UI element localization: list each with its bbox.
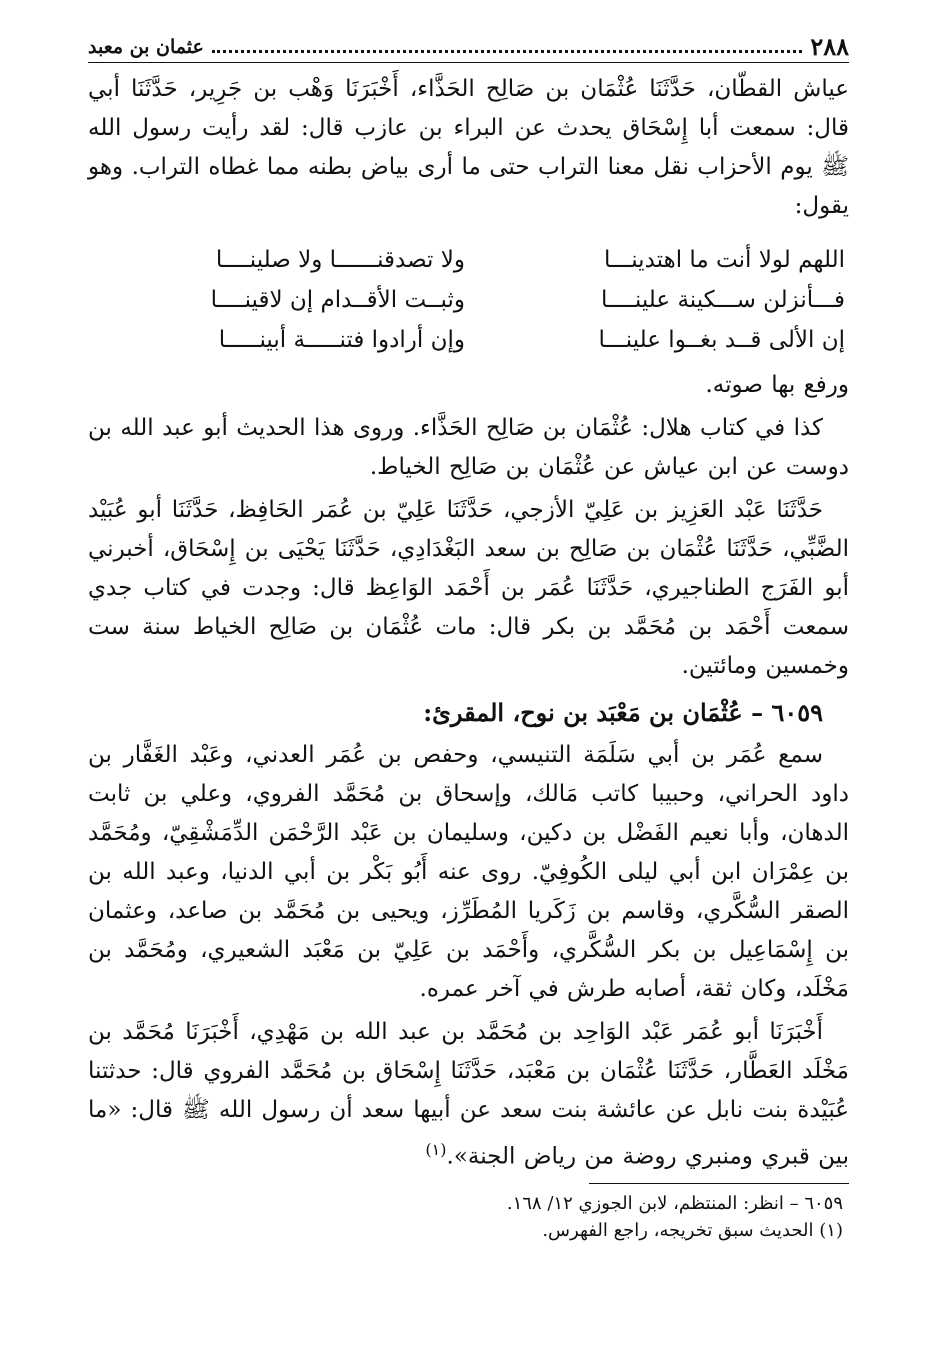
- poem-verse: [88, 320, 849, 360]
- verse-second-hemistich: وإن أرادوا فتنـــــة أبينـــــا: [218, 327, 465, 353]
- hadith-2-text: أَخْبَرَنَا أبو عُمَر عَبْد الوَاحِد بن مُحَمَّد بن عبد الله بن مَهْدِي، أَخْبَرَنَا مُحَمَّد بن مَخْلَد العَطَّار، حَدَّثَنَا عُثْمَان بن مَعْبَد، حَدَّثَنَا إِسْحَاق بن مُحَمَّد الفروي قال: حدثتنا عُبَيْدة بنت نابل عن عائشة بنت سعد عن أبيها سعد أن رسول الله ﷺ قال: «ما بين قبري ومنبري روضة من رياض الجنة»: [88, 1019, 849, 1170]
- paragraph-hadith-2: أَخْبَرَنَا أبو عُمَر عَبْد الوَاحِد بن مُحَمَّد بن عبد الله بن مَهْدِي، أَخْبَرَنَا مُحَمَّد بن مَخْلَد العَطَّار، حَدَّثَنَا عُثْمَان بن مَعْبَد، حَدَّثَنَا إِسْحَاق بن مُحَمَّد الفروي قال: حدثتنا عُبَيْدة بنت نابل عن عائشة بنت سعد عن أبيها سعد أن رسول الله ﷺ قال: «ما بين قبري ومنبري روضة من رياض الجنة».$^{(١)}$: [88, 1019, 849, 1170]
- verse-first-hemistich: اللهم لولا أنت ما اهتدينـــا: [604, 247, 845, 273]
- paragraph-hilal-note: كذا في كتاب هلال: عُثْمَان بن صَالِح الحَذَّاء. وروى هذا الحديث أبو عبد الله بن دوست عن ابن عياش عن عُثْمَان بن صَالِح الخياط.: [88, 415, 849, 480]
- footnotes: [88, 1190, 849, 1244]
- verse-first-hemistich: فـــأنزلن ســـكينة علينــــا: [600, 287, 845, 313]
- header-dotted-leader: [212, 50, 803, 53]
- page-header: [88, 28, 849, 63]
- footnote-1: (١) الحديث سبق تخريجه، راجع الفهرس.: [542, 1219, 843, 1241]
- footnote-divider: [589, 1183, 849, 1184]
- verse-second-hemistich: ولا تصدقنــــــا ولا صلينــــا: [215, 247, 465, 273]
- paragraph-narrators: سمع عُمَر بن أبي سَلَمَة التنيسي، وحفص بن عُمَر العدني، وعَبْد الغَفَّار بن داود الحراني، وحبيبا كاتب مَالك، وإسحاق بن مُحَمَّد الفروي، وعلي بن ثابت الدهان، وأبا نعيم الفَضْل بن دكين، وسليمان بن عَبْد الرَّحْمَن الدِّمَشْقِيّ، ومُحَمَّد بن عِمْرَان ابن أبي ليلى الكُوفِيّ. روى عنه أَبُو بَكْر بن أبي الدنيا، وعبد الله بن الصقر السُّكَّري، وقاسم بن زَكَريا المُطَرِّز، ويحيى بن مُحَمَّد بن صاعد، وعثمان بن إِسْمَاعِيل بن بكر السُّكَّري، وأَحْمَد بن عَلِيّ بن مَعْبَد الشعيري، ومُحَمَّد بن مَخْلَد، وكان ثقة، أصابه طرش في آخر عمره.: [88, 742, 849, 1002]
- paragraph-death-date: حَدَّثَنَا عَبْد العَزِيز بن عَلِيّ الأزجي، حَدَّثَنَا عَلِيّ بن عُمَر الحَافِظ، حَدَّثَنَا أبو عُبَيْد الضَّبِّي، حَدَّثَنَا عُثْمَان بن صَالِح بن سعد البَغْدَادِي، حَدَّثَنَا يَحْيَى بن إِسْحَاق، أخبرني أبو الفَرَج الطناجيري، حَدَّثَنَا عُمَر بن أَحْمَد الوَاعِظ قال: وجدت في كتاب جدي سمعت أَحْمَد بن مُحَمَّد بن بكر قال: مات عُثْمَان بن صَالِح الخياط سنة ست وخمسين ومائتين.: [88, 497, 849, 679]
- paragraph-hadith-1: عياش القطّان، حَدَّثَنَا عُثْمَان بن صَالِح الحَذَّاء، أَخْبَرَنَا وَهْب بن جَرِير، حَدَّثَنَا أبي قال: سمعت أبا إِسْحَاق يحدث عن البراء بن عازب قال: لقد رأيت رسول الله ﷺ يوم الأحزاب نقل معنا التراب حتى ما أرى بياض بطنه مما غطاه التراب. وهو يقول:: [88, 76, 849, 219]
- footnote-reference: (١): [425, 1140, 447, 1159]
- footnote-entry-source: ٦٠٥٩ – انظر: المنتظم، لابن الجوزي ١٢/ ١٦٨.: [506, 1192, 843, 1214]
- paragraph-raised-voice: ورفع بها صوته.: [705, 372, 849, 398]
- poem-verse: [88, 280, 849, 320]
- page-number: ٢٨٨: [810, 32, 849, 61]
- verse-second-hemistich: وثبــت الأقــدام إن لاقينــــا: [210, 287, 465, 313]
- poem-verse: [88, 240, 849, 280]
- verse-first-hemistich: إن الألى قــد بغــوا علينـــا: [598, 327, 845, 353]
- poem: [88, 240, 849, 360]
- entry-heading: ٦٠٥٩ – عُثْمَان بن مَعْبَد بن نوح، المقرئ:: [423, 698, 823, 727]
- running-title: عثمان بن معبد: [88, 36, 204, 58]
- page-body: [88, 70, 849, 1244]
